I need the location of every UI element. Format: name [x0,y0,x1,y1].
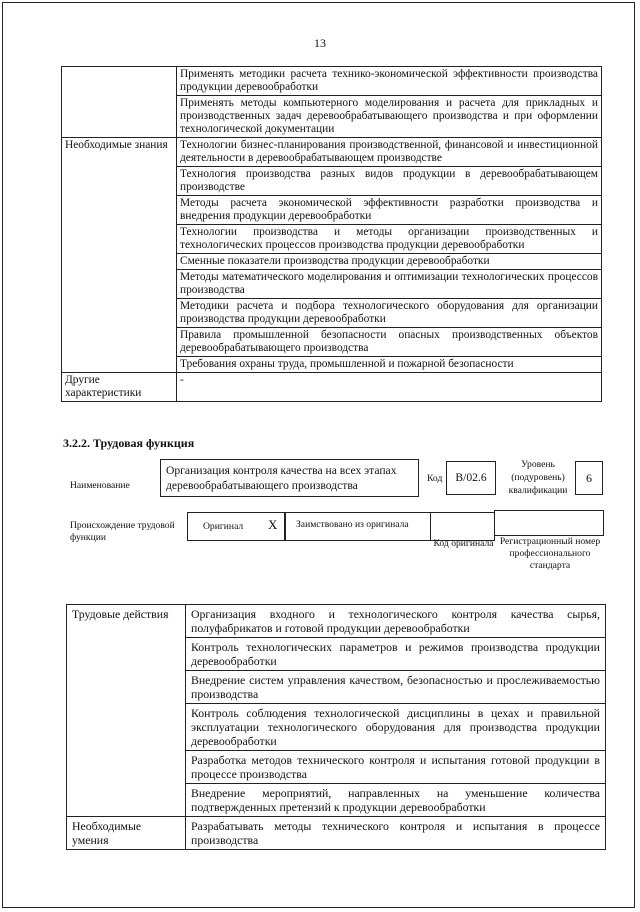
row-item: Контроль соблюдения технологической дисциплины в цехах и правильной эксплуатации технологического оборудования для производства продукции деревообработки [186,704,606,751]
code-label: Код [427,473,443,484]
origin-label: Происхождение трудовой функции [70,520,175,543]
table-row [67,605,606,638]
row-item: Технологии бизнес-планирования производственной, финансовой и инвестиционной деятельности в деревообрабатывающем производстве [177,138,602,167]
reg-number-label: Регистрационный номер профессионального стандарта [499,536,601,571]
original-mark: X [268,517,278,532]
row-item: Технологии производства и методы организации производственных и технологических процессов производства продукции деревообработки [177,225,602,254]
row-label: Необходимые умения [67,817,186,850]
row-item: Правила промышленной безопасности опасных производственных объектов деревообрабатывающего производства [177,328,602,357]
row-label: Другие характеристики [62,373,177,402]
row-item: - [177,373,602,402]
original-label: Оригинал [203,521,244,532]
row-item: Методы математического моделирования и оптимизации технологических процессов производства [177,270,602,299]
page-number: 13 [314,36,326,50]
row-label: Необходимые знания [62,138,177,373]
section-title: 3.2.2. Трудовая функция [63,436,195,450]
row-item: Методы расчета экономической эффективности разработки производства и внедрения продукции деревообработки [177,196,602,225]
table-row [62,138,602,167]
row-item: Организация входного и технологического контроля качества сырья, полуфабрикатов и готовой продукции деревообработки [186,605,606,638]
bottom-actions-table [66,604,606,850]
row-item: Применять методы компьютерного моделирования и расчета для прикладных и производственных задач деревообрабатывающего производства и при оформлении технологической документации [177,96,602,138]
borrowed-label: Заимствовано из оригинала [296,519,409,530]
row-item: Методики расчета и подбора технологического оборудования для организации производства продукции деревообработки [177,299,602,328]
level-value-box: 6 [575,461,603,495]
table-row [62,373,602,402]
reg-number-box [494,510,604,536]
top-requirements-table [61,66,602,402]
row-item: Внедрение систем управления качеством, безопасностью и прослеживаемостью производства [186,671,606,704]
table-row [62,67,602,96]
row-item: Применять методики расчета технико-экономической эффективности производства продукции деревообработки [177,67,602,96]
code-original-label: Код оригинала [433,538,494,549]
code-value-box: B/02.6 [446,461,496,495]
row-item: Сменные показатели производства продукции деревообработки [177,254,602,270]
level-label: Уровень (подуровень) квалификации [508,459,568,496]
row-item: Технология производства разных видов продукции в деревообрабатывающем производстве [177,167,602,196]
row-label [62,67,177,138]
row-item: Контроль технологических параметров и режимов производства продукции деревообработки [186,638,606,671]
function-name-box: Организация контроля качества на всех этапах деревообрабатывающего производства [160,459,419,497]
name-label: Наименование [70,480,130,491]
table-row [67,817,606,850]
row-item: Требования охраны труда, промышленной и пожарной безопасности [177,357,602,373]
row-item: Разрабатывать методы технического контроля и испытания в процессе производства [186,817,606,850]
code-original-box [430,512,495,541]
row-label: Трудовые действия [67,605,186,817]
row-item: Внедрение мероприятий, направленных на уменьшение количества подтвержденных претензий к продукции деревообработки [186,784,606,817]
row-item: Разработка методов технического контроля и испытания готовой продукции в процессе производства [186,751,606,784]
